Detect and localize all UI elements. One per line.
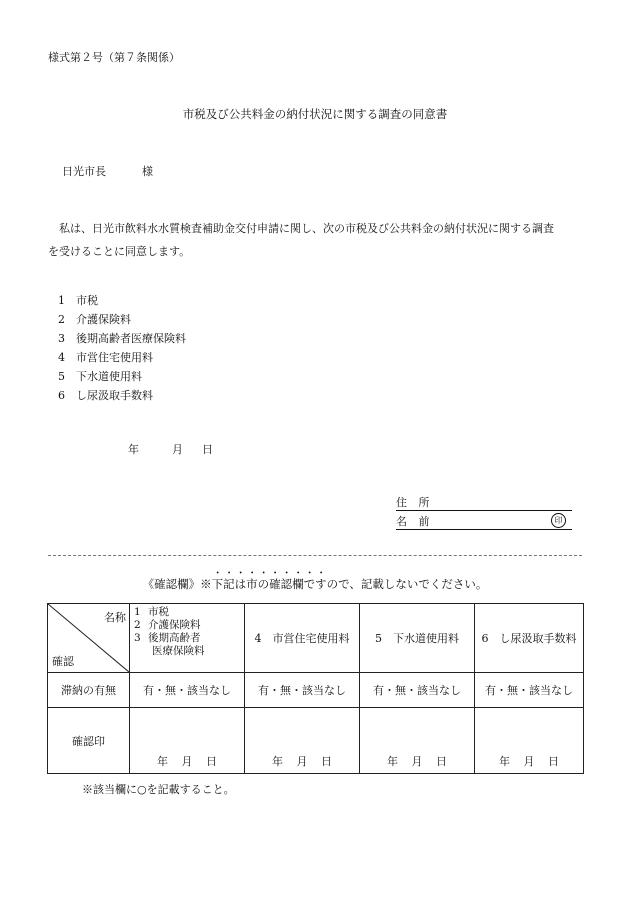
header-col1-item-number: 1	[134, 606, 141, 618]
stamp-date: 年 月 日	[387, 755, 447, 768]
consent-body	[48, 217, 588, 263]
form-number: 様式第２号（第７条関係）	[48, 51, 180, 64]
diagonal-header-cell	[48, 604, 130, 673]
item-number: 6	[58, 389, 65, 402]
confirmation-note-suffix: ので、記載しないでください。	[326, 577, 488, 591]
list-item	[58, 291, 186, 310]
header-confirm-label: 確認	[52, 655, 74, 668]
list-item	[58, 348, 186, 367]
header-col1-item-label: 後期高齢者	[148, 632, 201, 644]
item-number: 5	[58, 370, 65, 383]
document-title: 市税及び公共料金の納付状況に関する調査の同意書	[182, 107, 448, 121]
seal-mark: 印	[551, 513, 566, 528]
signature-name-line	[396, 513, 572, 530]
date-day: 日	[202, 443, 213, 456]
dashed-divider	[48, 555, 582, 556]
table-header-row	[48, 604, 584, 673]
addressee	[62, 163, 153, 179]
confirmation-note-emphasis: 下記は市の確認欄です	[211, 577, 327, 591]
status-cell: 有・無・該当なし	[130, 673, 245, 708]
consent-body-line1: 私は、日光市飲料水水質検査補助金交付申請に関し、次の市税及び公共料金の納付状況に関する調査	[59, 222, 554, 235]
confirmation-table	[47, 603, 584, 774]
stamp-cell	[245, 708, 360, 774]
stamp-row-label: 確認印	[48, 708, 130, 774]
date-month: 月	[172, 443, 183, 456]
item-label: し尿汲取手数料	[76, 389, 153, 402]
header-col1-item-label: 市税	[148, 606, 169, 618]
item-number: 3	[58, 332, 65, 345]
status-row-label: 滞納の有無	[48, 673, 130, 708]
footnote: ※該当欄に○を記載すること。	[82, 783, 235, 796]
header-col1-item-label: 介護保険料	[148, 619, 201, 631]
header-col1-continuation: 医療保険料	[152, 645, 205, 657]
addressee-honorific: 様	[142, 165, 153, 178]
header-name-label: 名称	[104, 611, 126, 624]
list-item	[58, 310, 186, 329]
header-col1	[130, 604, 245, 673]
item-label: 後期高齢者医療保険料	[76, 332, 186, 345]
list-item	[58, 367, 186, 386]
item-label: 下水道使用料	[76, 370, 142, 383]
stamp-cell	[360, 708, 475, 774]
stamp-date: 年 月 日	[157, 755, 217, 768]
date-line	[128, 441, 213, 457]
status-cell: 有・無・該当なし	[475, 673, 584, 708]
header-col1-item-number: 3	[134, 632, 141, 644]
address-label: 住 所	[396, 496, 434, 509]
item-number: 1	[58, 294, 65, 307]
header-col1-item	[134, 632, 240, 645]
date-year: 年	[128, 443, 139, 456]
confirmation-note	[0, 570, 630, 592]
stamp-cell	[130, 708, 245, 774]
item-label: 市税	[76, 294, 98, 307]
item-label: 市営住宅使用料	[76, 351, 153, 364]
name-label: 名 前	[396, 515, 434, 528]
list-item	[58, 329, 186, 348]
confirmation-note-prefix: 《確認欄》※	[142, 577, 212, 591]
status-cell: 有・無・該当なし	[360, 673, 475, 708]
stamp-date: 年 月 日	[272, 755, 332, 768]
consent-body-line2: を受けることに同意します。	[48, 245, 191, 258]
table-row-status	[48, 673, 584, 708]
item-number: 4	[58, 351, 65, 364]
item-label: 介護保険料	[76, 313, 131, 326]
item-number: 2	[58, 313, 65, 326]
addressee-name: 日光市長	[62, 165, 106, 178]
header-col1-item-number: 2	[134, 619, 141, 631]
header-col1-item	[134, 606, 240, 619]
list-item	[58, 386, 186, 405]
header-col1-item	[134, 619, 240, 632]
header-col4: 6 し尿汲取手数料	[475, 604, 584, 673]
table-row-stamp	[48, 708, 584, 774]
stamp-cell	[475, 708, 584, 774]
status-cell: 有・無・該当なし	[245, 673, 360, 708]
item-list	[58, 291, 186, 405]
stamp-date: 年 月 日	[499, 755, 559, 768]
header-col2: 4 市営住宅使用料	[245, 604, 360, 673]
signature-address-line	[396, 494, 572, 511]
header-col3: 5 下水道使用料	[360, 604, 475, 673]
